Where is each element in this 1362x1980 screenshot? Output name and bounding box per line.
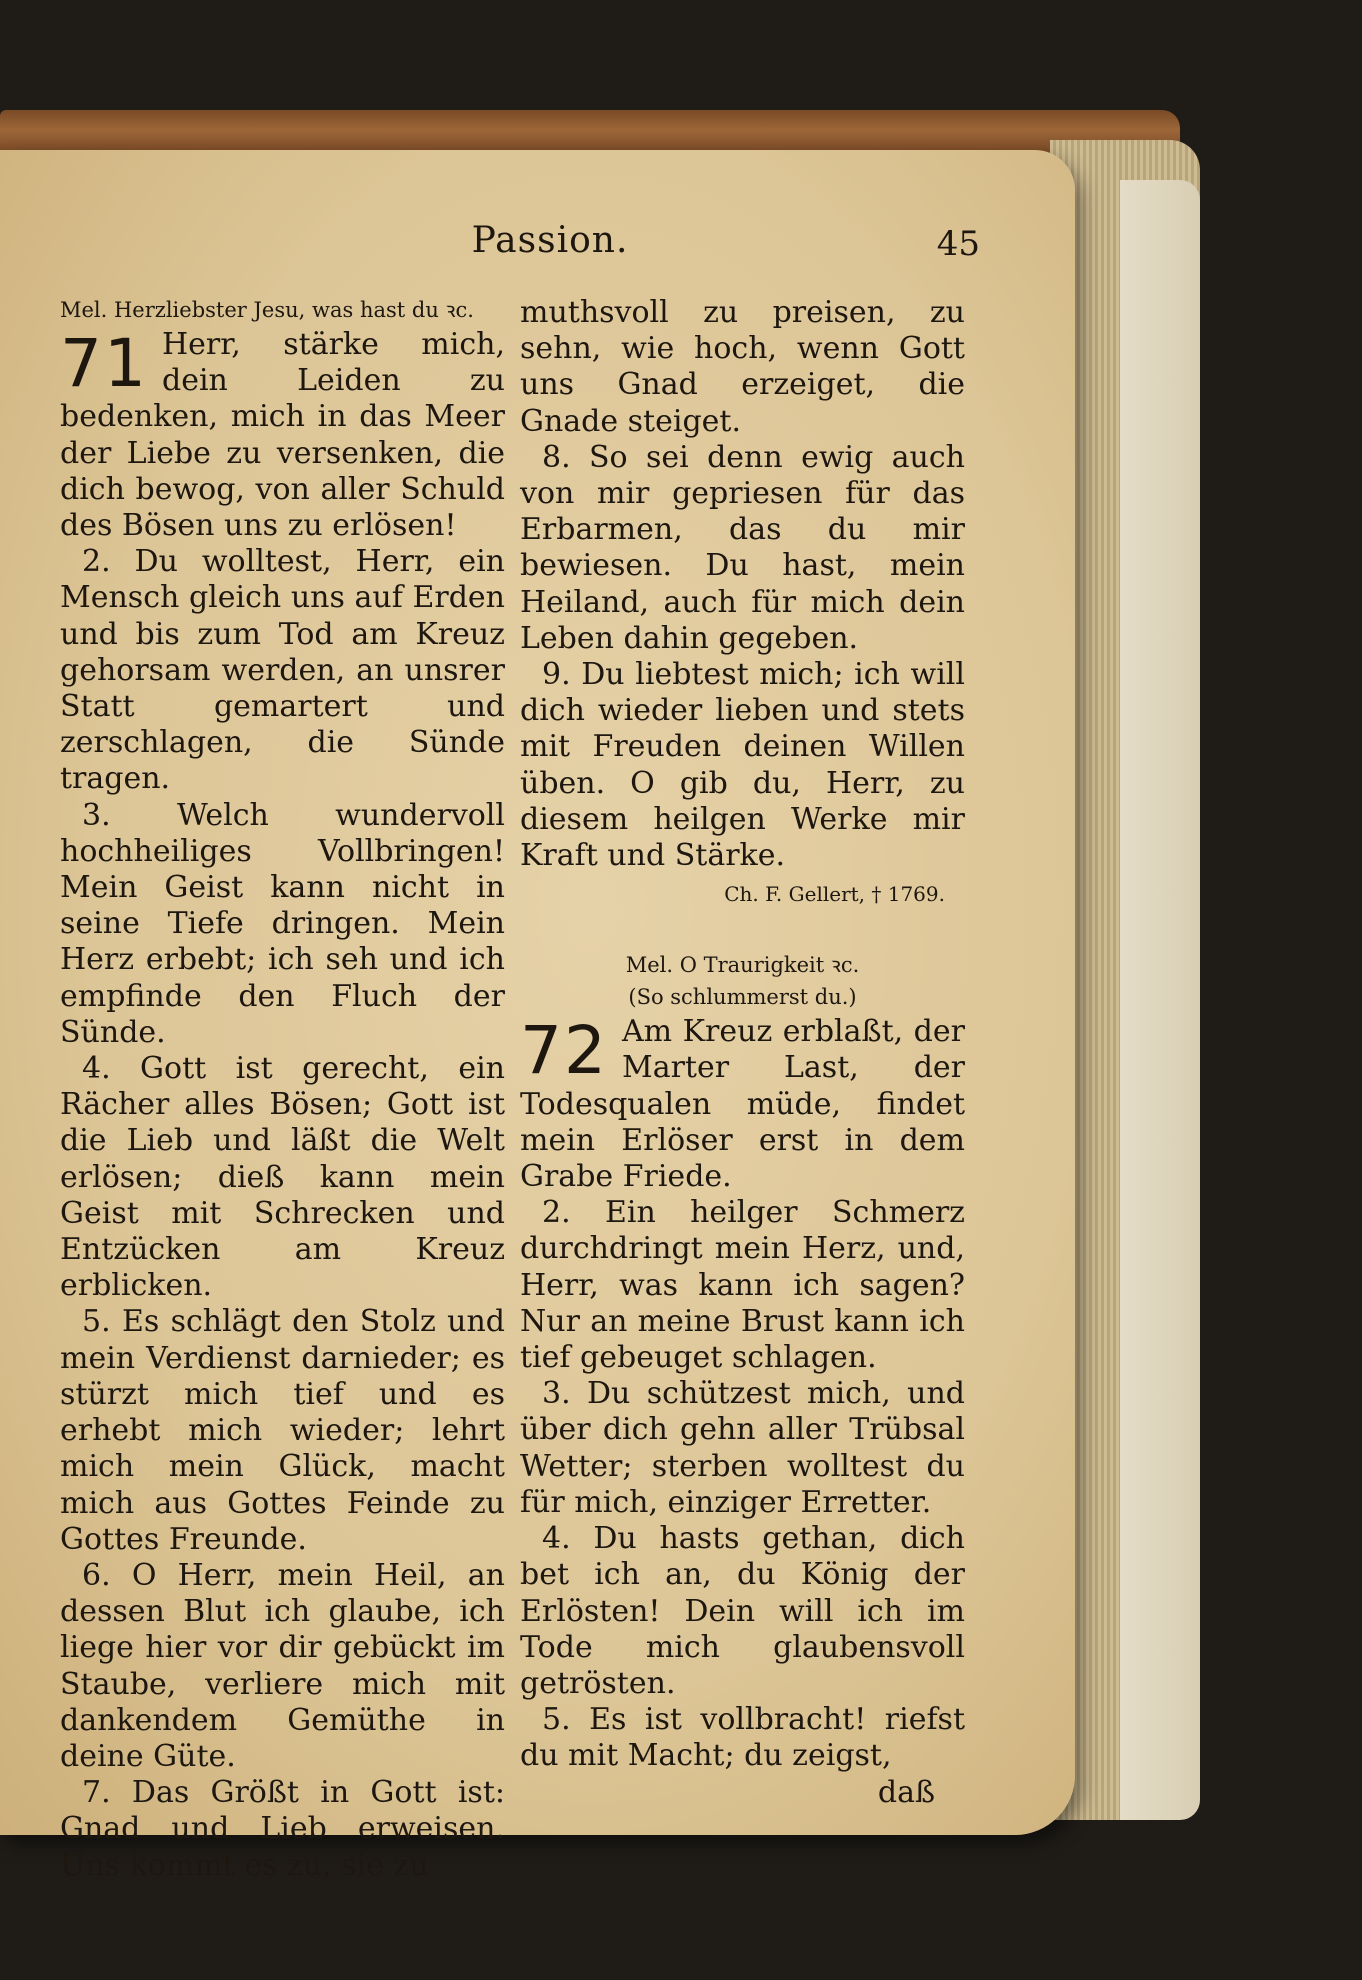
verse-paragraph: 4. Gott ist gerecht, ein Rächer alles Bösen; Gott ist die Lieb und läßt die Welt erlösen; dieß kann mein Geist mit Schrecken und Entzücken am Kreuz erblicken. <box>60 1051 505 1304</box>
melody-note: Mel. O Traurigkeit ꝛc. <box>625 953 860 978</box>
melody-note-alt: (So schlummerst du.) <box>628 985 857 1010</box>
verse-paragraph: Am Kreuz erblaßt, der Marter Last, der Todesqualen müde, findet mein Erlöser erst in dem Grabe Friede. <box>520 1014 965 1195</box>
verse-paragraph: 3. Du schützest mich, und über dich gehn aller Trübsal Wetter; sterben wolltest du für mich, einziger Erretter. <box>520 1376 965 1520</box>
page-number: 45 <box>936 224 980 264</box>
hymn-number: 71 <box>60 325 148 402</box>
verse-paragraph: 5. Es ist vollbracht! riefst du mit Macht; du zeigst, <box>520 1702 965 1774</box>
catchword: daß <box>877 1774 935 1810</box>
verse-paragraph: 9. Du liebtest mich; ich will dich wieder lieben und stets mit Freuden deinen Willen üben. O gib du, Herr, zu diesem heilgen Werke mir Kraft und Stärke. <box>520 657 965 874</box>
verse-paragraph: 5. Es schlägt den Stolz und mein Verdienst darnieder; es stürzt mich tief und es erhebt mich wieder; lehrt mich mein Glück, macht mich aus Gottes Feinde zu Gottes Freunde. <box>60 1304 505 1557</box>
author-attribution: Ch. F. Gellert, † 1769. <box>724 882 945 907</box>
verse-paragraph: 2. Du wolltest, Herr, ein Mensch gleich uns auf Erden und bis zum Tod am Kreuz gehorsam werden, an unsrer Statt gemartert und zerschlagen, die Sünde tragen. <box>60 544 505 797</box>
verse-paragraph: 8. So sei denn ewig auch von mir gepriesen für das Erbarmen, das du mir bewiesen. Du hast, mein Heiland, auch für mich dein Leben dahin gegeben. <box>520 439 965 656</box>
verse-paragraph: Herr, stärke mich, dein Leiden zu bedenken, mich in das Meer der Liebe zu versenken, die dich bewog, von aller Schuld des Bösen uns zu erlösen! <box>60 327 505 544</box>
hymn-number: 72 <box>520 1012 608 1090</box>
right-column <box>520 295 965 1811</box>
verse-paragraph: 7. Das Größt in Gott ist: Gnad und Lieb erweisen. Uns kommt es zu, sie zu <box>60 1775 505 1883</box>
running-header: Passion. <box>471 220 629 261</box>
book-page <box>0 150 1075 1883</box>
verse-paragraph: muthsvoll zu preisen, zu sehn, wie hoch, wenn Gott uns Gnad erzeiget, die Gnade steiget. <box>520 295 965 439</box>
verse-paragraph: 2. Ein heilger Schmerz durchdringt mein Herz, und, Herr, was kann ich sagen? Nur an meine Brust kann ich tief gebeuget schlagen. <box>520 1195 965 1376</box>
left-column <box>60 295 505 1884</box>
back-flyleaf <box>1120 180 1200 1820</box>
verse-paragraph: 4. Du hasts gethan, dich bet ich an, du König der Erlösten! Dein will ich im Tode mich glaubensvoll getrösten. <box>520 1521 965 1701</box>
melody-note: Mel. Herzliebster Jesu, was hast du ꝛc. <box>60 298 474 322</box>
verse-paragraph: 3. Welch wundervoll hochheiliges Vollbringen! Mein Geist kann nicht in seine Tiefe dringen. Mein Herz erbebt; ich seh und ich empfinde den Fluch der Sünde. <box>60 797 505 1050</box>
verse-paragraph: 6. O Herr, mein Heil, an dessen Blut ich glaube, ich liege hier vor dir gebückt im Staube, verliere mich mit dankendem Gemüthe in deine Güte. <box>60 1557 505 1774</box>
